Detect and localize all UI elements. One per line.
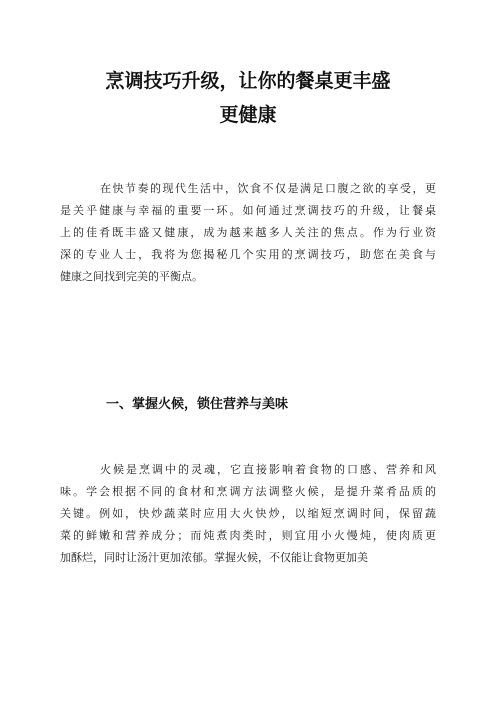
intro-line: 健康之间找到完美的平衡点。 xyxy=(60,270,203,283)
section-1-line: 加酥烂，同时让汤汁更加浓郁。掌握火候，不仅能让食物更加美 xyxy=(60,551,368,564)
section-1-line: 关键。例如，快炒蔬菜时应用大火快炒，以缩短烹调时间，保留蔬 xyxy=(60,507,436,520)
intro-line: 上的佳肴既丰盛又健康，成为越来越多人关注的焦点。作为行业资 xyxy=(60,226,436,239)
section-1-line: 菜的鲜嫩和营养成分；而炖煮肉类时，则宜用小火慢炖，使肉质更 xyxy=(60,529,436,542)
document-title-line-1: 烹调技巧升级，让你的餐桌更丰盛 xyxy=(105,70,391,92)
section-1-heading: 一、掌握火候，锁住营养与美味 xyxy=(106,397,289,412)
intro-paragraph xyxy=(60,178,436,288)
intro-line: 是关乎健康与幸福的重要一环。如何通过烹调技巧的升级，让餐桌 xyxy=(60,204,436,217)
section-1-paragraph xyxy=(60,459,436,569)
intro-line: 在快节奏的现代生活中，饮食不仅是满足口腹之欲的享受，更 xyxy=(100,182,436,195)
section-1-line: 火候是烹调中的灵魂，它直接影响着食物的口感、营养和风 xyxy=(100,463,436,476)
intro-line: 深的专业人士，我将为您揭秘几个实用的烹调技巧，助您在美食与 xyxy=(60,248,436,261)
section-1-line: 味。学会根据不同的食材和烹调方法调整火候，是提升菜肴品质的 xyxy=(60,485,436,498)
document-title-line-2: 更健康 xyxy=(219,104,277,126)
